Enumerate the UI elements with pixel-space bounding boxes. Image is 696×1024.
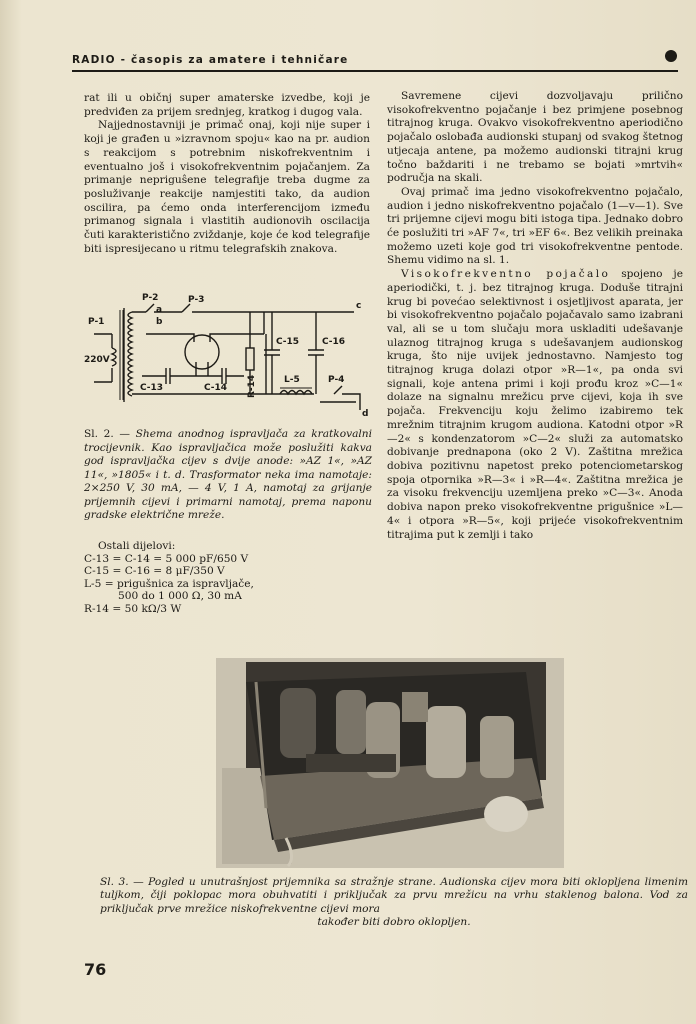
label-voltage: 220V [84, 355, 110, 365]
receiver-photo [216, 658, 564, 868]
figure-3-caption-text: Sl. 3. — Pogled u unutrašnjost prijemnika sa stražnje strane. Audionska cijev mora biti okloplјena limenim tuljkom, čiji poklopac mora obuhvatiti i priključak za prvu mrežicu na vrhu staklenog balona. Vod za priključak prve mrežice niskofrekventne cijevi mora [100, 876, 688, 915]
left-paragraph-1: rat ili u običnj super amaterske izvedbe, koji je predviđen za prijem srednjeg, kratkog i dugog vala. [84, 92, 370, 118]
parts-line: 500 do 1 000 Ω, 30 mA [118, 590, 242, 603]
label-p2: P-2 [142, 293, 159, 303]
page-header: RADIO - časopis za amatere i tehničare [72, 54, 349, 66]
label-r14: R-14 [247, 374, 257, 398]
parts-line: L-5 = prigušnica za ispravljače, [84, 577, 254, 590]
parts-line: R-14 = 50 kΩ/3 W [84, 602, 182, 615]
right-paragraph-3-text: spojeno je aperiodički, t. j. bez titrajnog kruga. Doduše titrajni krug bi povećao selektivnost i osjetljivost aparata, jer bi visokofrekventno pojačalo pojačavalo samo izabrani val, ali se u tom slučaju mora uskladiti udešavanje ulaznog titrajnog kruga s udešavanjem audionskog kruga, što nije uvijek jednostavno. Namjesto tog titrajnog kruga dolazi otpor »R—1«, pa onda svi signali, koje antena primi i koji prođu kroz »C—1« dolaze na signalnu mrežicu prve cijevi, koja ih sve pojača. Frekvenciju koju želimo izabiremo tek mrežnim titrajnim krugom audiona. Katodni otpor »R—2« s kondenzatorom »C—2« služi za automatsko dobivanje prednapona (oko 2 V). Zaštitna mrežica dobiva pozitivnu napetost preko potenciometarskog spoja otpornika »R—3« i »R—4«. Zaštitna mrežica je za visoku frekvenciju uzemljena preko »C—3«. Anoda dobiva napon preko visokofrekventne prigušnice »L—4« i otpora »R—5«, koji prijeće visokofrekventnim titrajima put k zemlji i tako [387, 268, 683, 541]
left-column-text [84, 92, 370, 256]
right-column-text [387, 90, 683, 542]
rectifier-schematic [84, 290, 372, 422]
parts-line: C-15 = C-16 = 8 μF/350 V [84, 565, 225, 578]
figure-2-caption-text: Shema anodnog ispravljača za kratkovalni trocijevnik. Kao ispravljačica može poslužiti kakva god ispravljačka cijev s dvije anode: »AZ 1«, »AZ 11«, »1805« i t. d. Trasformator neka ima namotaje: 2×250 V, 30 mA, — 4 V, 1 A, namotaj za grijanje prijemnih cijevi i primarni namotaj, prema naponu gradske električne mreže. [84, 428, 372, 521]
label-l5: L-5 [284, 375, 300, 385]
label-c14: C-14 [204, 383, 228, 393]
label-c13: C-13 [140, 383, 164, 393]
label-d: d [362, 409, 369, 419]
label-p4: P-4 [328, 375, 345, 385]
figure-3-caption [100, 876, 688, 929]
right-paragraph-2: Ovaj primač ima jedno visokofrekventno pojačalo, audion i jedno niskofrekventno pojačalo (1—v—1). Sve tri prijemne cijevi mogu biti istoga tipa. Jednako dobro će poslužiti tri »AF 7«, tri »EF 6«. Bez velikih preinaka možemo uzeti koje god tri visokofrekventne pentode. Shemu vidimo na sl. 1. [387, 185, 683, 267]
label-c16: C-16 [322, 337, 346, 347]
label-p1: P-1 [88, 317, 105, 327]
right-paragraph-1: Savremene cijevi dozvoljavaju prilično visokofrekventno pojačanje i bez primjene posebnog titrajnog kruga. Ovakvo visokofrekventno aperiodično pojačalo oslobađa audionski stupanj od svakog štetnog utjecaja antene, pa možemo audionski titrajni krug točno baždariti i ne trebamo se bojati »mrtvih« područja na skali. [387, 90, 683, 185]
figure-3-caption-last: također biti dobro okloplјen. [317, 915, 471, 928]
label-p3: P-3 [188, 295, 205, 305]
label-a: a [156, 305, 163, 315]
section-lead: Visokofrekventno pojačalo [401, 268, 611, 281]
label-c15: C-15 [276, 337, 300, 347]
label-b: b [156, 317, 163, 327]
right-paragraph-3 [387, 268, 683, 542]
figure-2-caption-title: Sl. 2. — [84, 428, 130, 440]
parts-heading: Ostali dijelovi: [98, 540, 176, 552]
header-rule [72, 70, 678, 72]
label-c: c [356, 301, 362, 311]
page-number: 76 [84, 960, 107, 979]
parts-line: C-13 = C-14 = 5 000 pF/650 V [84, 552, 249, 565]
header-dot [665, 50, 677, 62]
left-paragraph-2: Najjednostavniji je primač onaj, koji nije super i koji je građen u »izravnom spoju« kao na pr. audion s reakcijom s potrebnim niskofrekventnim i eventualno još i visokofrekventnim pojačanjem. Za primanje nepriguŝene telegrafije treba dugme za posluživanje reakcije namjestiti tako, da audion oscilira, pa ćemo onda interferencijom između primanog signala i vlastitih audionovih oscilacija čuti karakteristično zviždanje, koje će kod telegrafije biti ispresijecano u ritmu telegrafskih znakova. [84, 119, 370, 255]
figure-2-caption [84, 428, 372, 523]
parts-list [84, 540, 372, 616]
